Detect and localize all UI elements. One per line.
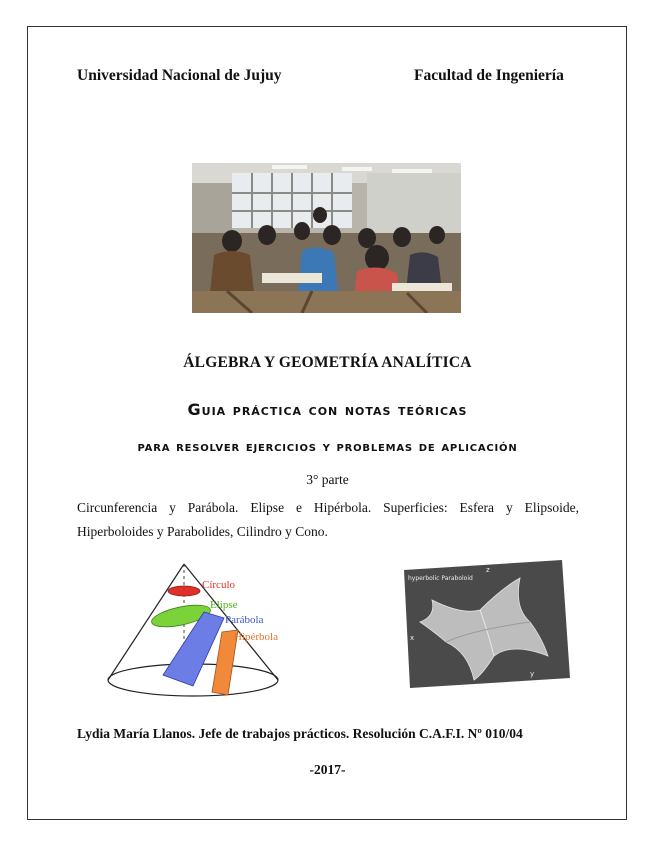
classroom-photo xyxy=(192,163,461,313)
conic-sections-figure xyxy=(98,560,298,710)
axis-y-label: y xyxy=(530,670,535,678)
surface-caption: hyperbolic Paraboloid xyxy=(408,575,473,582)
label-circle: Círculo xyxy=(202,579,235,591)
axis-z-label: z xyxy=(486,566,490,574)
label-parabola: Parábola xyxy=(225,614,264,626)
guide-title: Guia práctica con notas teóricas xyxy=(187,400,468,419)
label-ellipse: Elipse xyxy=(210,599,238,611)
year-label: -2017- xyxy=(309,762,346,777)
circle-section xyxy=(168,586,200,596)
topics-paragraph: Circunferencia y Parábola. Elipse e Hipérbola. Superficies: Esfera y Elipsoide, Hiperboloides y Parabolides, Cilindro y Cono. xyxy=(77,500,579,539)
subject-title: ÁLGEBRA Y GEOMETRÍA ANALÍTICA xyxy=(183,354,472,371)
university-name: Universidad Nacional de Jujuy xyxy=(77,67,282,84)
faculty-name: Facultad de Ingeniería xyxy=(414,67,564,84)
label-hyperbola: Hipérbola xyxy=(234,631,278,643)
part-number: 3° parte xyxy=(306,472,349,487)
hyperbolic-paraboloid-figure xyxy=(402,560,572,690)
axis-x-label: x xyxy=(410,634,415,642)
guide-subtitle: para resolver ejercicios y problemas de aplicación xyxy=(137,439,518,455)
author-line: Lydia María Llanos. Jefe de trabajos prácticos. Resolución C.A.F.I. Nº 010/04 xyxy=(77,726,523,741)
